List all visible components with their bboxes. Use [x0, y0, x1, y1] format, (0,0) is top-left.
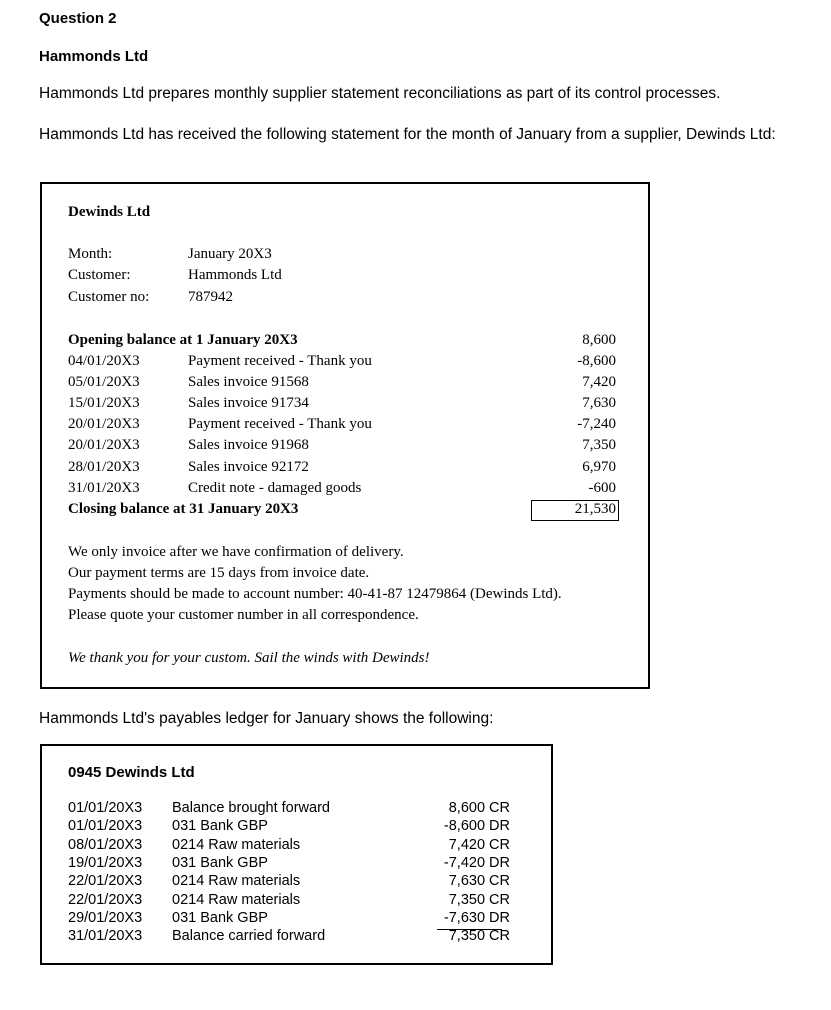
- ledger-row-date: 19/01/20X3: [68, 854, 143, 871]
- ledger-row-amount: 7,630 CR: [448, 873, 510, 890]
- ledger-row-date: 01/01/20X3: [68, 818, 143, 835]
- month-label: Month:: [68, 246, 113, 262]
- ledger-row-description: 031 Bank GBP: [172, 854, 268, 871]
- statement-note: We only invoice after we have confirmation of delivery.: [68, 544, 404, 560]
- question-heading: Question 2: [39, 10, 117, 27]
- statement-thanks: We thank you for your custom. Sail the winds with Dewinds!: [68, 650, 430, 666]
- ledger-row-amount: 7,350 CR: [448, 891, 510, 908]
- statement-row-amount: -600: [588, 479, 616, 496]
- statement-row-date: 15/01/20X3: [68, 395, 140, 412]
- ledger-row-description: 031 Bank GBP: [172, 818, 268, 835]
- closing-balance-amount: 21,530: [574, 501, 616, 517]
- statement-note: Our payment terms are 15 days from invoice date.: [68, 565, 370, 581]
- statement-row-date: 05/01/20X3: [68, 374, 140, 391]
- ledger-row-amount: 7,420 CR: [448, 836, 510, 853]
- ledger-row-description: Balance brought forward: [172, 800, 330, 816]
- closing-balance-label: Closing balance at 31 January 20X3: [68, 501, 299, 517]
- statement-row-date: 04/01/20X3: [68, 353, 140, 369]
- ledger-row-date: 01/01/20X3: [68, 800, 143, 816]
- ledger-row-date: 22/01/20X3: [68, 873, 143, 890]
- company-heading: Hammonds Ltd: [39, 48, 149, 65]
- statement-row-description: Credit note - damaged goods: [188, 479, 362, 496]
- ledger-row-description: Balance carried forward: [172, 928, 326, 945]
- ledger-row-description: 0214 Raw materials: [172, 873, 301, 890]
- ledger-row-amount: 8,600 CR: [448, 800, 510, 816]
- customer-label: Customer:: [68, 267, 131, 283]
- statement-row-description: Payment received - Thank you: [188, 416, 372, 433]
- statement-row-amount: 7,630: [582, 395, 616, 412]
- statement-row-date: 31/01/20X3: [68, 479, 140, 496]
- opening-balance-label: Opening balance at 1 January 20X3: [68, 332, 298, 348]
- statement-row-date: 20/01/20X3: [68, 437, 140, 454]
- statement-intro-paragraph: Hammonds Ltd has received the following statement for the month of January from a supplier, Dewinds Ltd:: [39, 126, 776, 143]
- statement-row-description: Sales invoice 92172: [188, 458, 309, 475]
- statement-title: Dewinds Ltd: [68, 204, 151, 220]
- intro-paragraph: Hammonds Ltd prepares monthly supplier statement reconciliations as part of its control processes.: [39, 85, 721, 102]
- ledger-title: 0945 Dewinds Ltd: [68, 764, 195, 781]
- ledger-row-date: 22/01/20X3: [68, 891, 143, 908]
- ledger-row-description: 031 Bank GBP: [172, 909, 268, 926]
- statement-row-amount: 7,350: [582, 437, 616, 454]
- statement-row-description: Sales invoice 91968: [188, 437, 309, 454]
- customer-no-value: 787942: [188, 289, 233, 305]
- ledger-row-date: 29/01/20X3: [68, 909, 143, 926]
- ledger-row-description: 0214 Raw materials: [172, 891, 301, 908]
- ledger-total-underline: [437, 929, 502, 930]
- statement-row-amount: -7,240: [577, 416, 616, 433]
- statement-row-description: Sales invoice 91568: [188, 374, 309, 391]
- ledger-row-description: 0214 Raw materials: [172, 836, 301, 853]
- statement-note: Payments should be made to account number: 40-41-87 12479864 (Dewinds Ltd).: [68, 586, 562, 602]
- month-value: January 20X3: [188, 246, 272, 262]
- customer-no-label: Customer no:: [68, 289, 150, 305]
- statement-row-description: Sales invoice 91734: [188, 395, 309, 412]
- statement-row-description: Payment received - Thank you: [188, 353, 372, 369]
- ledger-row-amount: -8,600 DR: [443, 818, 510, 835]
- statement-row-date: 20/01/20X3: [68, 416, 140, 433]
- statement-row-amount: -8,600: [577, 353, 616, 369]
- ledger-row-amount: -7,630 DR: [443, 909, 510, 926]
- opening-balance-amount: 8,600: [582, 332, 616, 348]
- statement-note: Please quote your customer number in all correspondence.: [68, 607, 419, 623]
- ledger-intro-paragraph: Hammonds Ltd's payables ledger for January shows the following:: [39, 710, 494, 727]
- customer-value: Hammonds Ltd: [188, 267, 282, 283]
- ledger-row-date: 08/01/20X3: [68, 836, 143, 853]
- ledger-row-amount: 7,350 CR: [448, 928, 510, 945]
- statement-row-amount: 7,420: [582, 374, 616, 391]
- statement-row-date: 28/01/20X3: [68, 458, 140, 475]
- ledger-row-amount: -7,420 DR: [443, 854, 510, 871]
- statement-row-amount: 6,970: [582, 458, 616, 475]
- ledger-row-date: 31/01/20X3: [68, 928, 143, 945]
